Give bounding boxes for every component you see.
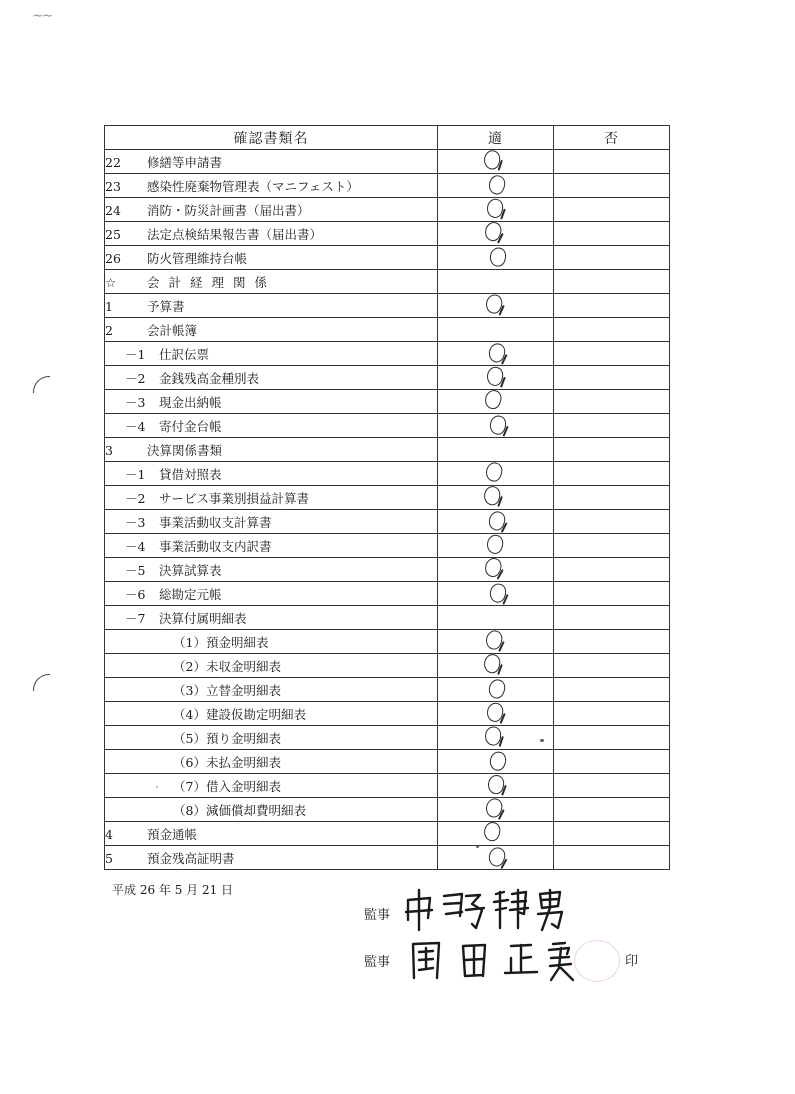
item-number: 4 bbox=[105, 826, 113, 842]
document-name-cell bbox=[105, 822, 438, 846]
table-row bbox=[105, 414, 670, 438]
document-name-cell bbox=[105, 582, 438, 606]
document-name-cell bbox=[105, 486, 438, 510]
document-name-cell bbox=[105, 558, 438, 582]
inappropriate-cell bbox=[554, 774, 670, 798]
item-number: －7 bbox=[125, 610, 146, 626]
item-number: 23 bbox=[105, 178, 121, 194]
appropriate-cell bbox=[438, 486, 554, 510]
table-row bbox=[105, 222, 670, 246]
item-number: －4 bbox=[125, 538, 146, 554]
handwritten-check-mark bbox=[487, 246, 507, 268]
inappropriate-cell bbox=[554, 342, 670, 366]
appropriate-cell bbox=[438, 654, 554, 678]
document-name-cell bbox=[105, 150, 438, 174]
table-row bbox=[105, 390, 670, 414]
inappropriate-cell bbox=[554, 822, 670, 846]
document-name-cell bbox=[105, 798, 438, 822]
table-row bbox=[105, 654, 670, 678]
item-number: －3 bbox=[125, 514, 146, 530]
item-label: （2）未収金明細表 bbox=[173, 658, 281, 674]
item-label: 事業活動収支内訳書 bbox=[159, 538, 272, 554]
item-number: 5 bbox=[105, 850, 113, 866]
appropriate-cell bbox=[438, 846, 554, 870]
item-label: 会計帳簿 bbox=[147, 322, 198, 338]
table-row bbox=[105, 750, 670, 774]
item-label: 寄付金台帳 bbox=[159, 418, 222, 434]
handwritten-check-mark bbox=[483, 725, 502, 746]
item-label: 会計経理関係 bbox=[147, 274, 277, 290]
inappropriate-cell bbox=[554, 414, 670, 438]
inappropriate-cell bbox=[554, 846, 670, 870]
appropriate-cell bbox=[438, 534, 554, 558]
item-number: 22 bbox=[105, 154, 121, 170]
table-row bbox=[105, 198, 670, 222]
table-row bbox=[105, 462, 670, 486]
item-label: 総勘定元帳 bbox=[159, 586, 222, 602]
table-row bbox=[105, 342, 670, 366]
inappropriate-cell bbox=[554, 630, 670, 654]
document-name-cell bbox=[105, 342, 438, 366]
item-number: 25 bbox=[105, 226, 121, 242]
inappropriate-cell bbox=[554, 486, 670, 510]
item-label: 決算試算表 bbox=[159, 562, 222, 578]
handwritten-check-mark bbox=[486, 845, 508, 868]
auditor-signature-1 bbox=[400, 886, 585, 932]
table-row bbox=[105, 726, 670, 750]
inappropriate-cell bbox=[554, 270, 670, 294]
handwritten-check-mark bbox=[484, 533, 504, 555]
table-row bbox=[105, 630, 670, 654]
punch-hole-mark bbox=[33, 674, 50, 691]
appropriate-cell bbox=[438, 606, 554, 630]
item-label: 法定点検結果報告書（届出書） bbox=[147, 226, 323, 242]
auditor-signature-2 bbox=[405, 938, 585, 982]
item-label: （3）立替金明細表 bbox=[173, 682, 281, 698]
item-number: －5 bbox=[125, 562, 146, 578]
item-label: 予算書 bbox=[147, 298, 185, 314]
item-number: －1 bbox=[125, 466, 146, 482]
table-row bbox=[105, 558, 670, 582]
item-label: （8）減価償却費明細表 bbox=[173, 802, 306, 818]
table-row bbox=[105, 534, 670, 558]
appropriate-cell bbox=[438, 174, 554, 198]
appropriate-cell bbox=[438, 630, 554, 654]
handwritten-check-mark bbox=[486, 509, 507, 532]
seal-label: 印 bbox=[625, 954, 639, 969]
item-label: 修繕等申請書 bbox=[147, 154, 223, 170]
inappropriate-cell bbox=[554, 606, 670, 630]
appropriate-cell bbox=[438, 318, 554, 342]
document-name-cell bbox=[105, 462, 438, 486]
document-name-cell bbox=[105, 606, 438, 630]
appropriate-cell bbox=[438, 198, 554, 222]
appropriate-cell bbox=[438, 222, 554, 246]
item-number: ☆ bbox=[105, 274, 118, 290]
table-row bbox=[105, 366, 670, 390]
handwritten-check-mark bbox=[483, 628, 504, 651]
document-name-cell bbox=[105, 702, 438, 726]
table-header-row bbox=[105, 126, 670, 150]
item-number: －2 bbox=[125, 370, 146, 386]
table-row bbox=[105, 822, 670, 846]
document-name-cell bbox=[105, 630, 438, 654]
auditor-label: 監事 bbox=[364, 955, 391, 970]
appropriate-cell bbox=[438, 678, 554, 702]
appropriate-cell bbox=[438, 366, 554, 390]
appropriate-cell bbox=[438, 510, 554, 534]
inappropriate-cell bbox=[554, 222, 670, 246]
item-label: 防火管理維持台帳 bbox=[147, 250, 248, 266]
document-name-cell bbox=[105, 750, 438, 774]
table-row bbox=[105, 486, 670, 510]
table-row bbox=[105, 678, 670, 702]
item-number: －4 bbox=[125, 418, 146, 434]
inappropriate-cell bbox=[554, 558, 670, 582]
item-label: サービス事業別損益計算書 bbox=[159, 490, 310, 506]
handwritten-check-mark bbox=[485, 365, 505, 387]
appropriate-cell bbox=[438, 342, 554, 366]
item-number: 1 bbox=[105, 298, 113, 314]
document-name-cell bbox=[105, 438, 438, 462]
document-name-cell bbox=[105, 366, 438, 390]
item-number: －6 bbox=[125, 586, 146, 602]
document-name-cell bbox=[105, 678, 438, 702]
document-name-cell bbox=[105, 390, 438, 414]
table-row bbox=[105, 702, 670, 726]
appropriate-cell bbox=[438, 726, 554, 750]
document-name-cell bbox=[105, 294, 438, 318]
inappropriate-cell bbox=[554, 750, 670, 774]
inappropriate-cell bbox=[554, 582, 670, 606]
inappropriate-cell bbox=[554, 318, 670, 342]
punch-hole-mark bbox=[33, 376, 50, 393]
document-name-cell bbox=[105, 198, 438, 222]
table-row bbox=[105, 774, 670, 798]
handwritten-check-mark bbox=[485, 197, 505, 219]
item-label: 現金出納帳 bbox=[159, 394, 222, 410]
item-number: －1 bbox=[125, 346, 146, 362]
handwritten-check-mark bbox=[487, 582, 508, 605]
table-row bbox=[105, 294, 670, 318]
document-name-cell bbox=[105, 222, 438, 246]
document-name-cell bbox=[105, 270, 438, 294]
table-section-row bbox=[105, 270, 670, 294]
inappropriate-cell bbox=[554, 510, 670, 534]
inappropriate-cell bbox=[554, 534, 670, 558]
table-row bbox=[105, 246, 670, 270]
handwritten-check-mark bbox=[486, 774, 506, 796]
appropriate-cell bbox=[438, 774, 554, 798]
item-number: 26 bbox=[105, 250, 121, 266]
handwritten-check-mark bbox=[483, 796, 504, 819]
item-label: 感染性廃棄物管理表（マニフェスト） bbox=[147, 178, 359, 194]
header-document-name: 確認書類名 bbox=[105, 126, 438, 150]
inappropriate-cell bbox=[554, 294, 670, 318]
document-name-cell bbox=[105, 510, 438, 534]
document-name-cell bbox=[105, 726, 438, 750]
inappropriate-cell bbox=[554, 438, 670, 462]
item-label: 事業活動収支計算書 bbox=[159, 514, 272, 530]
document-name-cell bbox=[105, 774, 438, 798]
appropriate-cell bbox=[438, 462, 554, 486]
handwritten-check-mark bbox=[483, 460, 504, 483]
appropriate-cell bbox=[438, 390, 554, 414]
inappropriate-cell bbox=[554, 702, 670, 726]
handwritten-check-mark bbox=[487, 750, 508, 773]
document-name-cell bbox=[105, 534, 438, 558]
item-label: 決算関係書類 bbox=[147, 442, 223, 458]
appropriate-cell bbox=[438, 750, 554, 774]
handwritten-check-mark bbox=[483, 293, 504, 316]
item-number: －2 bbox=[125, 490, 146, 506]
auditor-label: 監事 bbox=[364, 908, 391, 923]
inappropriate-cell bbox=[554, 726, 670, 750]
document-date: 平成 26 年 5 月 21 日 bbox=[112, 883, 234, 897]
inappropriate-cell bbox=[554, 198, 670, 222]
item-label: 預金残高証明書 bbox=[147, 850, 235, 866]
handwritten-check-mark bbox=[486, 341, 507, 364]
handwritten-check-mark bbox=[486, 677, 508, 700]
item-label: 決算付属明細表 bbox=[159, 610, 247, 626]
item-label: 貸借対照表 bbox=[159, 466, 222, 482]
table-row bbox=[105, 582, 670, 606]
appropriate-cell bbox=[438, 246, 554, 270]
handwritten-check-mark bbox=[482, 820, 502, 842]
appropriate-cell bbox=[438, 438, 554, 462]
table-row bbox=[105, 150, 670, 174]
inappropriate-cell bbox=[554, 174, 670, 198]
table-row bbox=[105, 798, 670, 822]
document-name-cell bbox=[105, 318, 438, 342]
table-row bbox=[105, 438, 670, 462]
document-name-cell bbox=[105, 246, 438, 270]
appropriate-cell bbox=[438, 414, 554, 438]
appropriate-cell bbox=[438, 822, 554, 846]
document-name-cell bbox=[105, 846, 438, 870]
inappropriate-cell bbox=[554, 798, 670, 822]
document-name-cell bbox=[105, 654, 438, 678]
appropriate-cell bbox=[438, 558, 554, 582]
handwritten-check-mark bbox=[482, 220, 503, 243]
item-number: 3 bbox=[105, 442, 113, 458]
table-row bbox=[105, 174, 670, 198]
handwritten-check-mark bbox=[484, 701, 504, 723]
handwritten-check-mark bbox=[482, 653, 502, 675]
appropriate-cell bbox=[438, 582, 554, 606]
item-label: 消防・防災計画書（届出書） bbox=[147, 202, 310, 218]
appropriate-cell bbox=[438, 798, 554, 822]
handwritten-check-mark bbox=[482, 556, 504, 579]
inappropriate-cell bbox=[554, 246, 670, 270]
item-label: （4）建設仮勘定明細表 bbox=[173, 706, 306, 722]
appropriate-cell bbox=[438, 270, 554, 294]
header-inappropriate: 否 bbox=[554, 126, 670, 150]
table-row bbox=[105, 846, 670, 870]
item-number: 2 bbox=[105, 322, 113, 338]
inappropriate-cell bbox=[554, 366, 670, 390]
item-label: 預金通帳 bbox=[147, 826, 198, 842]
inappropriate-cell bbox=[554, 678, 670, 702]
document-checklist-table bbox=[104, 125, 670, 870]
appropriate-cell bbox=[438, 150, 554, 174]
table-row bbox=[105, 318, 670, 342]
document-name-cell bbox=[105, 174, 438, 198]
item-label: （6）未払金明細表 bbox=[173, 754, 281, 770]
header-appropriate: 適 bbox=[438, 126, 554, 150]
item-label: （1）預金明細表 bbox=[173, 634, 269, 650]
item-number: －3 bbox=[125, 394, 146, 410]
item-label: （5）預り金明細表 bbox=[173, 730, 281, 746]
inappropriate-cell bbox=[554, 462, 670, 486]
inappropriate-cell bbox=[554, 150, 670, 174]
handwritten-check-mark bbox=[487, 414, 507, 436]
scan-artifact: ∼∼ bbox=[32, 8, 52, 24]
item-label: 仕訳伝票 bbox=[159, 346, 210, 362]
appropriate-cell bbox=[438, 294, 554, 318]
handwritten-check-mark bbox=[482, 388, 504, 411]
appropriate-cell bbox=[438, 702, 554, 726]
item-number: 24 bbox=[105, 202, 121, 218]
inappropriate-cell bbox=[554, 654, 670, 678]
item-label: 金銭残高金種別表 bbox=[159, 370, 260, 386]
handwritten-check-mark bbox=[482, 485, 502, 507]
inappropriate-cell bbox=[554, 390, 670, 414]
table-row bbox=[105, 606, 670, 630]
handwritten-check-mark bbox=[486, 173, 507, 196]
item-label: （7）借入金明細表 bbox=[173, 778, 281, 794]
document-name-cell bbox=[105, 414, 438, 438]
table-row bbox=[105, 510, 670, 534]
handwritten-check-mark bbox=[482, 149, 501, 170]
